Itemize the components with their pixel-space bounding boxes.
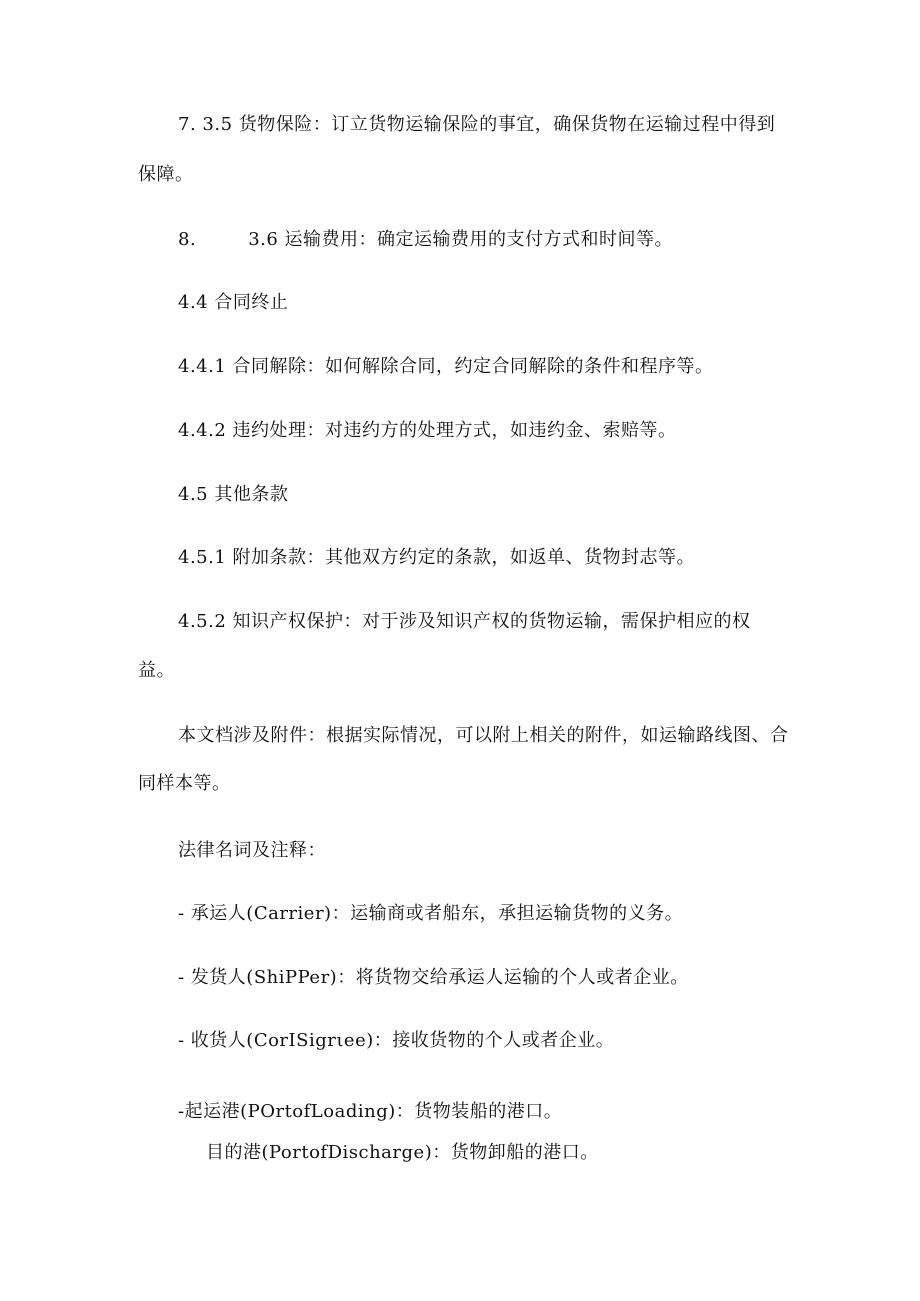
text-line [178, 228, 673, 252]
definition-line: - 承运人(Carrier)：运输商或者船东，承担运输货物的义务。 [178, 903, 684, 924]
text-line: 4.5.1 附加条款：其他双方约定的条款，如返单、货物封志等。 [178, 547, 696, 568]
text-line: 益。 [138, 660, 175, 681]
text-line: 同样本等。 [138, 773, 231, 794]
text-line: 4.4.2 违约处理：对违约方的处理方式，如违约金、索赔等。 [178, 420, 677, 441]
text-line: 4.4.1 合同解除：如何解除合同，约定合同解除的条件和程序等。 [178, 356, 714, 377]
text-line: 7. 3.5 货物保险：订立货物运输保险的事宜，确保货物在运输过程中得到 [178, 114, 776, 135]
text-line: 4.5.2 知识产权保护：对于涉及知识产权的货物运输，需保护相应的权 [178, 611, 751, 632]
section-heading: 法律名词及注释： [178, 840, 326, 861]
section-heading: 4.4 合同终止 [178, 292, 289, 313]
text-line: 本文档涉及附件：根据实际情况，可以附上相关的附件，如运输路线图、合 [178, 725, 789, 746]
list-text: 3.6 运输费用：确定运输费用的支付方式和时间等。 [248, 229, 674, 250]
definition-line: -起运港(POrtofLoading)：货物装船的港口。 [178, 1101, 563, 1122]
definition-line: - 发货人(ShiPPer)：将货物交给承运人运输的个人或者企业。 [178, 967, 689, 988]
list-number: 8. [178, 229, 197, 250]
definition-line: 目的港(PortofDischarge)：货物卸船的港口。 [206, 1142, 599, 1163]
section-heading: 4.5 其他条款 [178, 484, 289, 505]
definition-line: - 收货人(CorISigrιee)：接收货物的个人或者企业。 [178, 1030, 615, 1051]
text-line: 保障。 [138, 164, 194, 185]
